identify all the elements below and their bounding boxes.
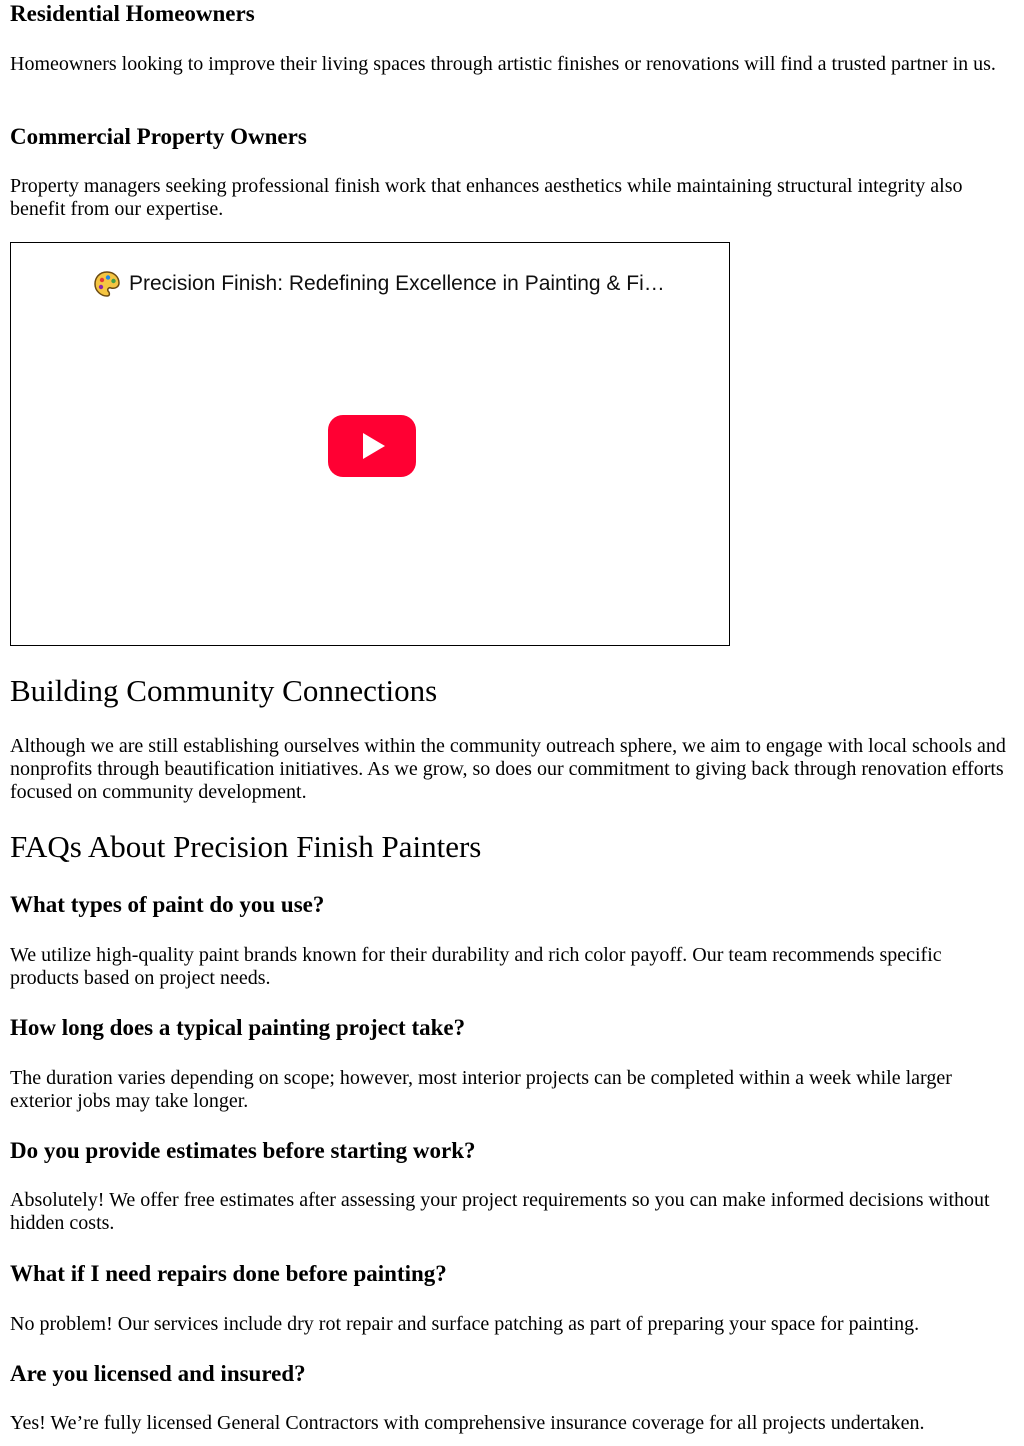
commercial-text: Property managers seeking professional finish work that enhances aesthetics while maintaining structural integrity also benefit from our expertise. [10, 175, 963, 220]
residential-text: Homeowners looking to improve their living spaces through artistic finishes or renovations will find a trusted partner in us. [10, 53, 996, 75]
faq-question: How long does a typical painting project take? [10, 1015, 466, 1040]
play-icon [363, 433, 385, 459]
faq-answer: No problem! Our services include dry rot repair and surface patching as part of preparing your space for painting. [10, 1313, 920, 1335]
play-button[interactable] [328, 415, 416, 477]
faqs-heading: FAQs About Precision Finish Painters [10, 829, 482, 864]
video-title: Precision Finish: Redefining Excellence in Painting & Fi… [129, 272, 665, 295]
video-embed[interactable] [10, 242, 730, 646]
faq-question: Do you provide estimates before starting work? [10, 1138, 476, 1163]
community-text: Although we are still establishing ourselves within the community outreach sphere, we aim to engage with local schools and nonprofits through beautification initiatives. As we grow, so does our commitment to giving back through renovation efforts focused on community development. [10, 735, 1006, 803]
video-title-row[interactable] [93, 269, 713, 299]
commercial-heading: Commercial Property Owners [10, 124, 307, 149]
faq-answer: The duration varies depending on scope; however, most interior projects can be completed within a week while larger exterior jobs may take longer. [10, 1067, 952, 1112]
faq-answer: Yes! We’re fully licensed General Contractors with comprehensive insurance coverage for all projects undertaken. [10, 1412, 925, 1434]
faq-answer: We utilize high-quality paint brands known for their durability and rich color payoff. Our team recommends specific products based on project needs. [10, 944, 942, 989]
faq-question: What if I need repairs done before painting? [10, 1261, 447, 1286]
palette-icon [93, 270, 121, 298]
faq-question: What types of paint do you use? [10, 892, 325, 917]
community-heading: Building Community Connections [10, 673, 438, 708]
faq-answer: Absolutely! We offer free estimates after assessing your project requirements so you can make informed decisions without hidden costs. [10, 1189, 990, 1234]
faq-question: Are you licensed and insured? [10, 1361, 306, 1386]
residential-heading: Residential Homeowners [10, 1, 255, 26]
